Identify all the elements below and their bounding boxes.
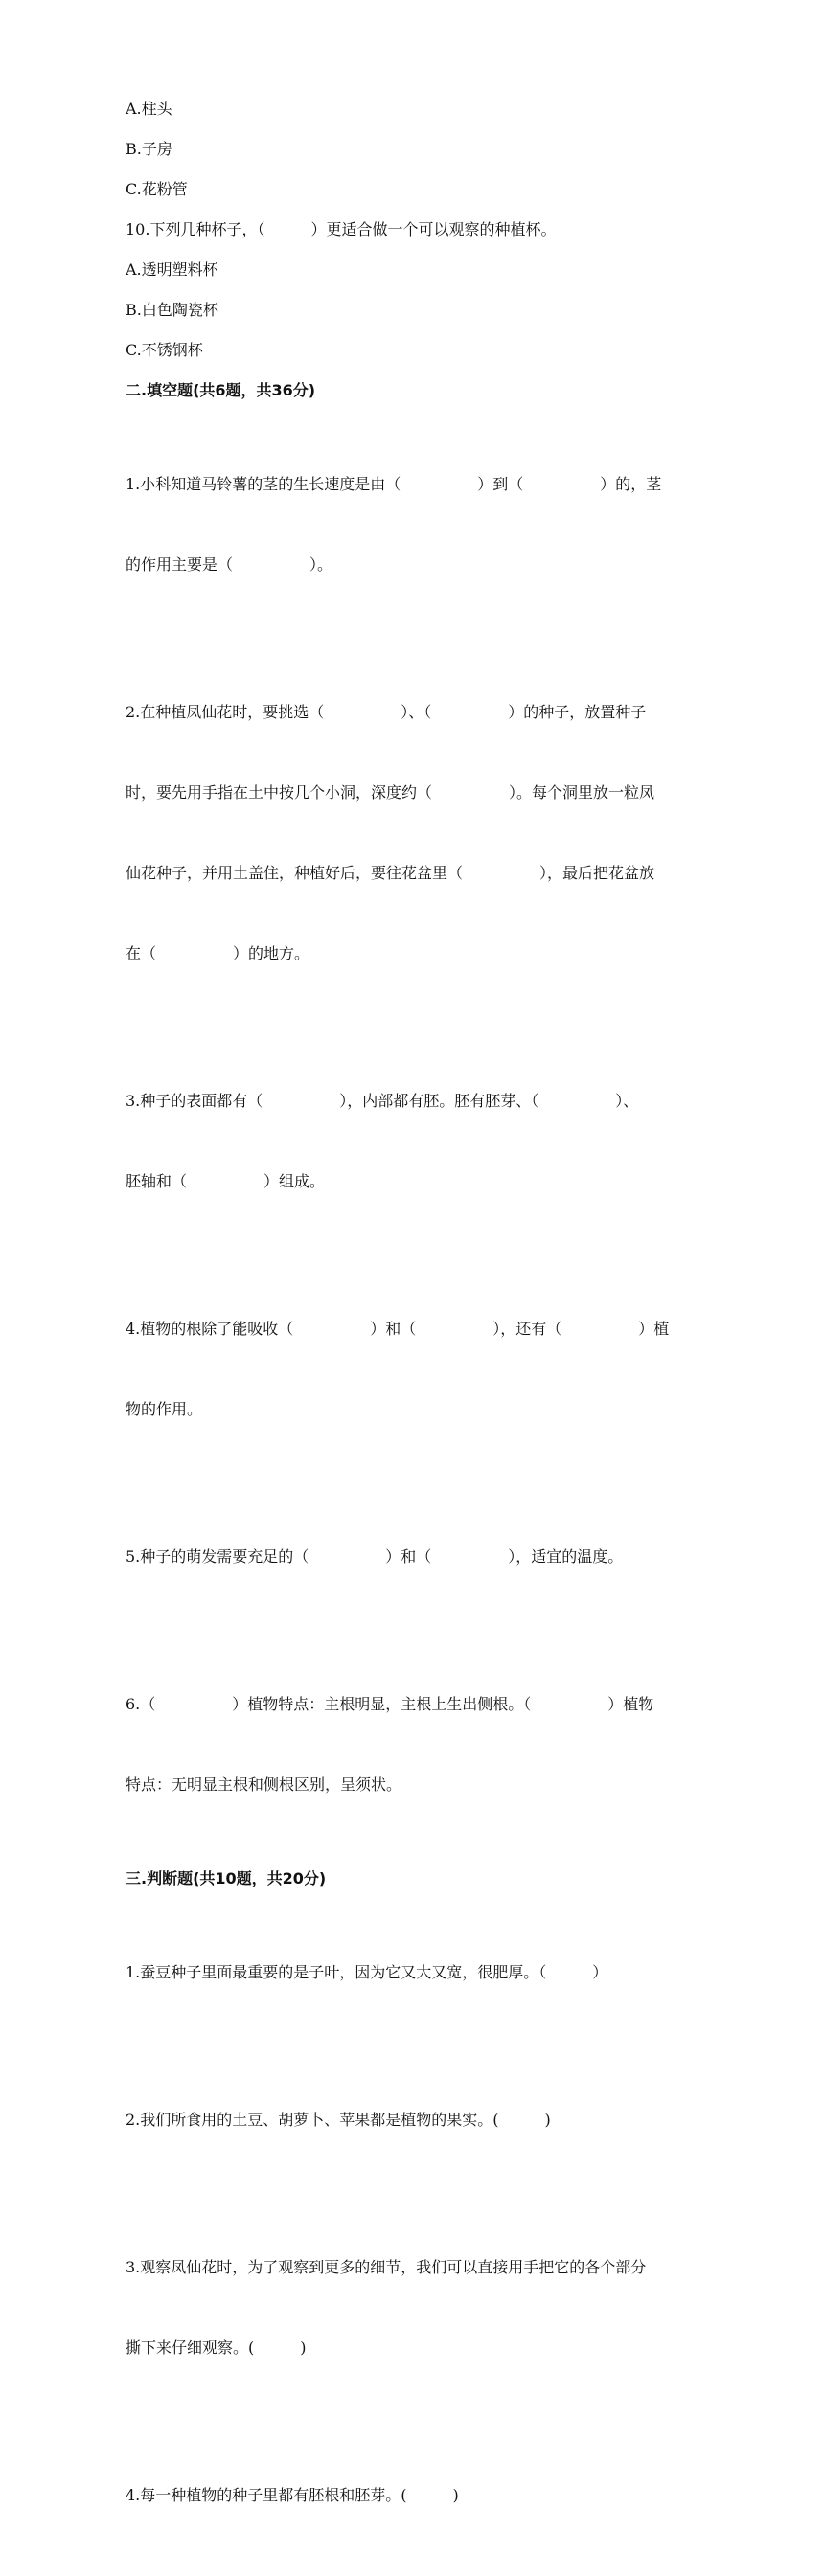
judge-q1-line-1: 1.蚕豆种子里面最重要的是子叶，因为它又大又宽，很肥厚。（ ） [126,1963,608,1981]
judge-q3-line-2: 撕下来仔细观察。( ) [126,2339,307,2357]
fill-q1-line-1: 1.小科知道马铃薯的茎的生长速度是由（ ）到（ ）的，茎 [126,475,662,493]
judge-question-1 [126,1906,700,2040]
fill-q2-line-4: 在（ ）的地方。 [126,944,310,962]
judge-question-4 [126,2429,700,2563]
fill-question-6 [126,1638,700,1852]
fill-question-1 [126,418,700,632]
fill-q5-line-1: 5.种子的萌发需要充足的（ ）和（ ），适宜的温度。 [126,1548,624,1566]
q9-option-a: A.柱头 [126,100,172,118]
fill-question-5 [126,1490,700,1624]
section-3-heading: 三.判断题(共10题，共20分) [126,1869,327,1887]
fill-q3-line-1: 3.种子的表面都有（ ），内部都有胚。胚有胚芽、（ ）、 [126,1092,639,1110]
fill-question-2 [126,645,700,1021]
q10-option-c: C.不锈钢杯 [126,341,203,359]
fill-q6-line-1: 6.（ ）植物特点：主根明显，主根上生出侧根。（ ）植物 [126,1695,654,1713]
judge-question-2 [126,2053,700,2187]
q9-option-b: B.子房 [126,140,172,158]
q10-option-b: B.白色陶瓷杯 [126,301,218,319]
fill-question-3 [126,1034,700,1249]
fill-q2-line-1: 2.在种植凤仙花时，要挑选（ ）、（ ）的种子，放置种子 [126,703,647,721]
worksheet-page [126,96,700,2576]
fill-question-4 [126,1262,700,1477]
fill-q4-line-2: 物的作用。 [126,1400,203,1418]
judge-question-3 [126,2201,700,2415]
q10-option-a: A.透明塑料杯 [126,260,218,279]
q9-option-c: C.花粉管 [126,180,188,198]
fill-q2-line-3: 仙花种子，并用土盖住，种植好后，要往花盆里（ ），最后把花盆放 [126,864,655,882]
q10-stem: 10.下列几种杯子，（ ）更适合做一个可以观察的种植杯。 [126,220,557,238]
judge-q4-line-1: 4.每一种植物的种子里都有胚根和胚芽。( ) [126,2486,459,2504]
fill-q3-line-2: 胚轴和（ ）组成。 [126,1172,326,1190]
fill-q4-line-1: 4.植物的根除了能吸收（ ）和（ ），还有（ ）植 [126,1320,670,1338]
judge-q3-line-1: 3.观察凤仙花时，为了观察到更多的细节，我们可以直接用手把它的各个部分 [126,2258,647,2276]
fill-q1-line-2: 的作用主要是（ ）。 [126,555,333,574]
judge-q2-line-1: 2.我们所食用的土豆、胡萝卜、苹果都是植物的果实。( ) [126,2111,551,2129]
section-2-heading: 二.填空题(共6题，共36分) [126,381,316,399]
fill-q2-line-2: 时，要先用手指在土中按几个小洞，深度约（ ）。每个洞里放一粒凤 [126,783,655,802]
fill-q6-line-2: 特点：无明显主根和侧根区别，呈须状。 [126,1775,402,1794]
